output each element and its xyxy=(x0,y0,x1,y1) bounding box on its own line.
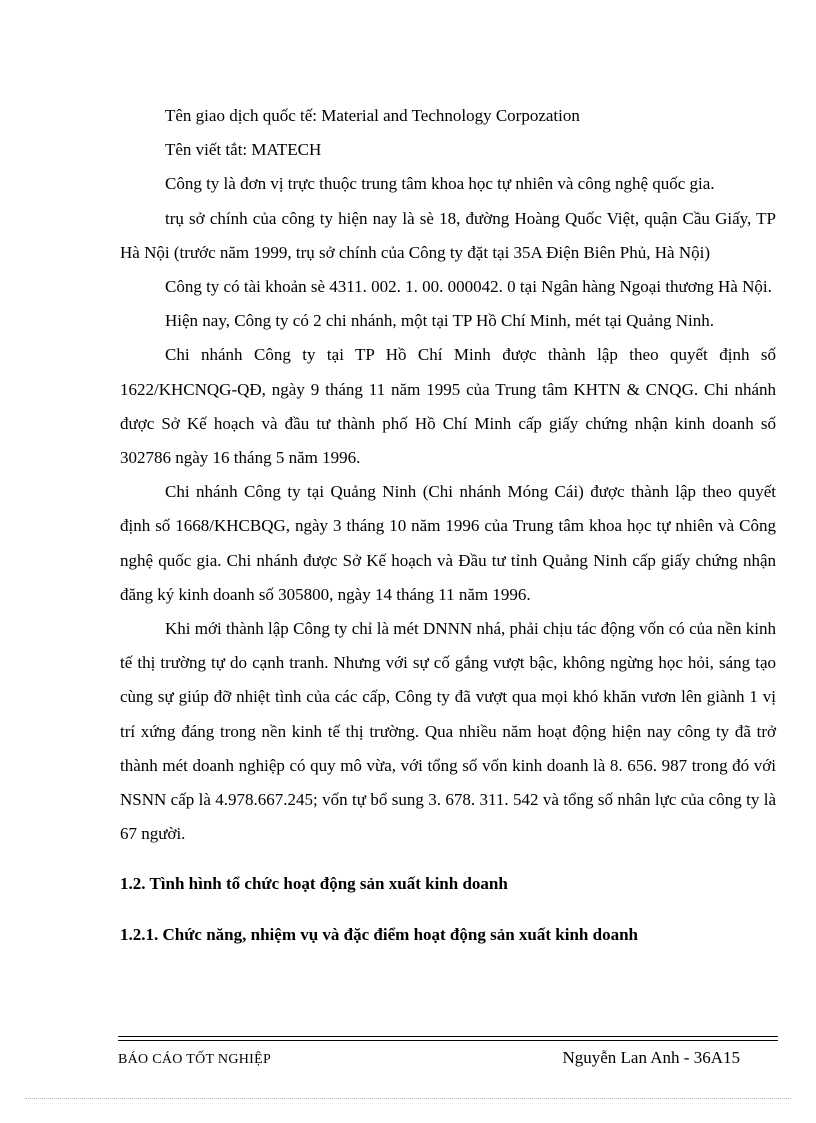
paragraph-headquarters: trụ sở chính của công ty hiện nay là sè 18, đường Hoàng Quốc Việt, quận Cầu Giấy, TP Hà Nội (trước năm 1999, trụ sở chính của Công ty đặt tại 35A Điện Biên Phủ, Hà Nội) xyxy=(120,208,776,262)
paragraph-branches: Hiện nay, Công ty có 2 chi nhánh, một tại TP Hồ Chí Minh, mét tại Quảng Ninh. xyxy=(165,311,714,331)
paragraph-quang-ninh-branch: Chi nhánh Công ty tại Quảng Ninh (Chi nhánh Móng Cái) được thành lập theo quyết định số 1668/KHCBQG, ngày 3 tháng 10 năm 1996 của Trung tâm khoa học tự nhiên và Công nghệ quốc gia. Chi nhánh được Sở Kế hoạch và Đầu tư tỉnh Quảng Ninh cấp giấy chứng nhận đăng ký kinh doanh số 305800, ngày 14 tháng 11 năm 1996. xyxy=(120,482,776,604)
paragraph-hcm-branch: Chi nhánh Công ty tại TP Hồ Chí Minh được thành lập theo quyết định số 1622/KHCNQG-QĐ, ngày 9 tháng 11 năm 1995 của Trung tâm KHTN & CNQG. Chi nhánh được Sở Kế hoạch và đầu tư thành phố Hồ Chí Minh cấp giấy chứng nhận kinh doanh số 302786 ngày 16 tháng 5 năm 1996. xyxy=(120,345,776,468)
footer-divider-top xyxy=(118,1036,778,1037)
paragraph-abbreviation: Tên viết tắt: MATECH xyxy=(165,140,322,160)
document-body xyxy=(120,99,776,952)
paragraph-bank-account: Công ty có tài khoản sè 4311. 002. 1. 00. 000042. 0 tại Ngân hàng Ngoại thương Hà Nội. xyxy=(165,277,772,297)
paragraph-affiliation: Công ty là đơn vị trực thuộc trung tâm khoa học tự nhiên và công nghệ quốc gia. xyxy=(165,174,715,194)
footer-author: Nguyễn Lan Anh - 36A15 xyxy=(562,1048,740,1067)
footer-divider-bottom xyxy=(118,1040,778,1041)
paragraph-history: Khi mới thành lập Công ty chỉ là mét DNNN nhá, phải chịu tác động vốn có của nền kinh tế thị trường tự do cạnh tranh. Nhưng với sự cố gắng vượt bậc, không ngừng học hỏi, sáng tạo cùng sự giúp đỡ nhiệt tình của các cấp, Công ty đã vượt qua mọi khó khăn vươn lên giành 1 vị trí xứng đáng trong nền kinh tế thị trường. Qua nhiều năm hoạt động hiện nay công ty đã trở thành mét doanh nghiệp có quy mô vừa, với tổng số vốn kinh doanh là 8. 656. 987 trong đó với NSNN cấp là 4.978.667.245; vốn tự bổ sung 3. 678. 311. 542 và tổng số nhân lực của công ty là 67 người. xyxy=(120,619,776,844)
page-bottom-dotted-line xyxy=(25,1098,791,1099)
footer-report-title: BÁO CÁO TỐT NGHIỆP xyxy=(118,1052,272,1067)
section-heading-1-2-1: 1.2.1. Chức năng, nhiệm vụ và đặc điểm hoạt động sản xuất kinh doanh xyxy=(120,925,638,945)
section-heading-1-2: 1.2. Tình hình tổ chức hoạt động sản xuất kinh doanh xyxy=(120,874,508,894)
paragraph-trade-name: Tên giao dịch quốc tế: Material and Technology Corpozation xyxy=(165,106,580,125)
